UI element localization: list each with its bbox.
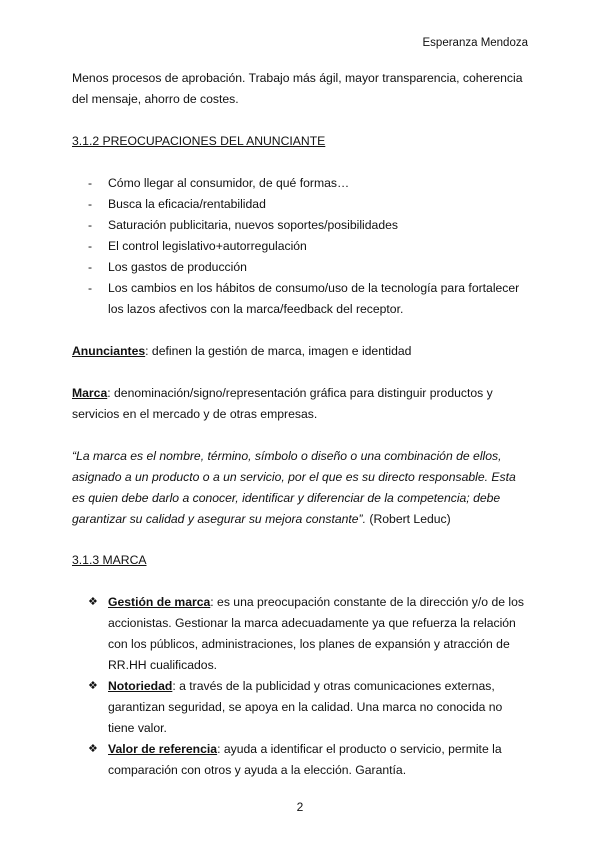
list-item-text: Busca la eficacia/rentabilidad [108, 197, 266, 211]
list-item-text: : es una preocupación constante de la dirección y/o de los accionistas. Gestionar la marca adecuadamente ya que refuerza la relación con los públicos, administraciones, los planes de expansión y atracción de RR.HH cualificados. [108, 595, 524, 672]
list-item-text: Cómo llegar al consumidor, de qué formas… [108, 176, 350, 190]
list-item-text: Los cambios en los hábitos de consumo/uso de la tecnología para fortalecer los lazos afectivos con la marca/feedback del receptor. [108, 281, 520, 316]
anunciantes-term: Anunciantes [72, 344, 146, 358]
dash-bullet: - [88, 176, 93, 190]
quote-author: (Robert Leduc) [366, 512, 451, 526]
list-item-term: Notoriedad [108, 679, 173, 693]
list-item [88, 592, 530, 676]
page-number: 2 [296, 800, 304, 814]
list-item [72, 236, 530, 257]
brand-quote [72, 446, 530, 530]
list-item-term: Valor de referencia [108, 742, 218, 756]
marca-definition [72, 383, 530, 425]
list-item [72, 257, 530, 278]
marca-term: Marca [72, 386, 108, 400]
list-item-term: Gestión de marca [108, 595, 211, 609]
list-item-text: Los gastos de producción [108, 260, 247, 274]
dash-bullet: - [88, 239, 93, 253]
list-item-text: : ayuda a identificar el producto o servicio, permite la comparación con otros y ayuda a la elección. Garantía. [108, 742, 502, 777]
diamond-bullet-icon: ❖ [88, 680, 98, 692]
dash-bullet: - [88, 260, 93, 274]
dash-bullet: - [88, 218, 93, 232]
list-item-text: : a través de la publicidad y otras comunicaciones externas, garantizan seguridad, se apoya en la calidad. Una marca no conocida no tiene valor. [108, 679, 503, 735]
intro-paragraph: Menos procesos de aprobación. Trabajo más ágil, mayor transparencia, coherencia del mensaje, ahorro de costes. [72, 71, 523, 106]
anunciantes-text: : definen la gestión de marca, imagen e identidad [145, 344, 412, 358]
diamond-bullet-icon: ❖ [88, 596, 98, 608]
list-item-text: Saturación publicitaria, nuevos soportes/posibilidades [108, 218, 398, 232]
anunciantes-definition [72, 341, 530, 362]
quote-text: “La marca es el nombre, término, símbolo o diseño o una combinación de ellos, asignado a un producto o a un servicio, por el que es su directo responsable. Esta es quien debe darlo a conocer, identificar y diferenciar de la competencia; debe garantizar su calidad y asegurar su mejora constante”. [72, 449, 516, 526]
dash-bullet: - [88, 197, 93, 211]
list-item [88, 739, 530, 781]
header-author: Esperanza Mendoza [422, 37, 528, 49]
list-item [72, 194, 530, 215]
section-312-heading: 3.1.2 PREOCUPACIONES DEL ANUNCIANTE [72, 134, 326, 148]
dash-bullet: - [88, 281, 93, 295]
marca-text: : denominación/signo/representación gráfica para distinguir productos y servicios en el mercado y de otras empresas. [72, 386, 493, 421]
list-item [72, 215, 530, 236]
marca-list [88, 592, 530, 781]
list-item-text: El control legislativo+autorregulación [108, 239, 307, 253]
list-item [72, 173, 530, 194]
list-item [72, 278, 530, 320]
diamond-bullet-icon: ❖ [88, 743, 98, 755]
list-item [88, 676, 530, 739]
concerns-list [72, 173, 530, 320]
section-313-heading: 3.1.3 MARCA [72, 553, 147, 567]
